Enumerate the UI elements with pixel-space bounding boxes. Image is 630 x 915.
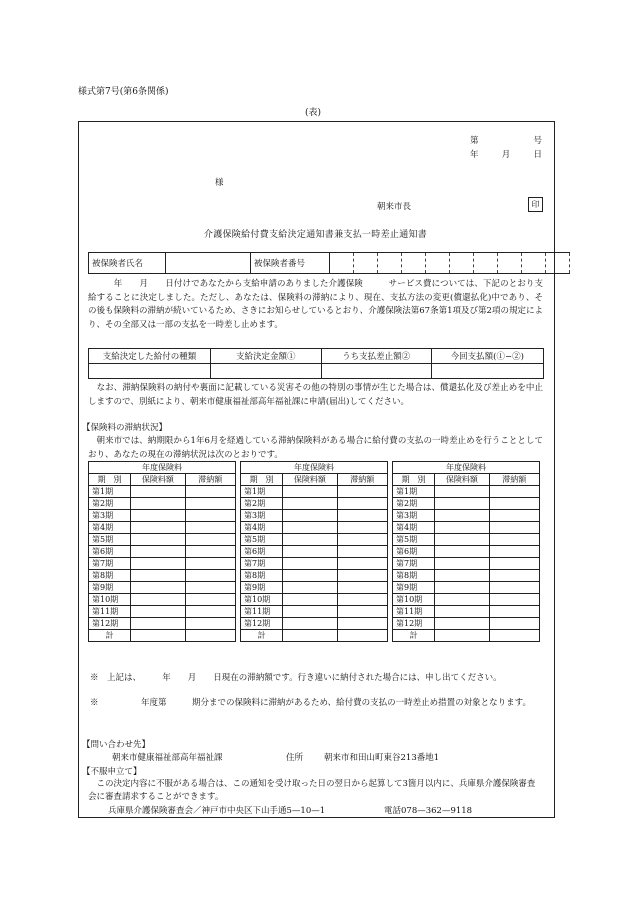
- grid-col-arrears: 滞納額: [185, 474, 235, 486]
- grid-period-label: 第9期: [393, 582, 435, 594]
- grid-arrears-cell[interactable]: [185, 498, 235, 510]
- table-row: [241, 630, 388, 642]
- grid-period-label: 第3期: [393, 510, 435, 522]
- table-row: [89, 558, 236, 570]
- grid-premium-cell[interactable]: [435, 522, 489, 534]
- grid-period-label: 第10期: [241, 594, 283, 606]
- month-label: 月: [501, 150, 511, 160]
- insured-number-digit[interactable]: [354, 253, 378, 274]
- grid-premium-cell[interactable]: [131, 630, 185, 642]
- insured-number-digit[interactable]: [450, 253, 474, 274]
- grid-period-label: 第10期: [89, 594, 131, 606]
- grid-arrears-cell[interactable]: [337, 618, 387, 630]
- grid-year-header: 年度保険料: [241, 462, 388, 474]
- grid-period-label: 第11期: [241, 606, 283, 618]
- grid-year-header: 年度保険料: [393, 462, 540, 474]
- grid-premium-cell[interactable]: [435, 630, 489, 642]
- table-row: [241, 546, 388, 558]
- note-current-arrears: ※ 上記は、 年 月 日現在の滞納額です。行き違いに納付された場合には、申し出てください。: [90, 673, 502, 683]
- table-row: [393, 534, 540, 546]
- grid-col-period: 期 別: [241, 474, 283, 486]
- amount-cell[interactable]: [321, 364, 431, 379]
- grid-period-label: 第7期: [393, 558, 435, 570]
- amount-table: [88, 348, 544, 379]
- table-row: [89, 582, 236, 594]
- table-row: [89, 630, 236, 642]
- insured-number-digit[interactable]: [522, 253, 546, 274]
- insured-number-digit[interactable]: [378, 253, 402, 274]
- grid-period-label: 第7期: [89, 558, 131, 570]
- grid-period-label: 第11期: [393, 606, 435, 618]
- grid-arrears-cell[interactable]: [489, 546, 539, 558]
- grid-arrears-cell[interactable]: [185, 486, 235, 498]
- addressee-sama: 様: [215, 178, 224, 188]
- grid-arrears-cell[interactable]: [489, 510, 539, 522]
- table-row: [241, 558, 388, 570]
- arrears-grid-2: [240, 461, 388, 642]
- grid-period-label: 第12期: [241, 618, 283, 630]
- table-row: [89, 534, 236, 546]
- grid-col-premium: 保険料額: [131, 474, 185, 486]
- grid-arrears-cell[interactable]: [185, 570, 235, 582]
- grid-col-period: 期 別: [393, 474, 435, 486]
- insured-number-digit[interactable]: [474, 253, 498, 274]
- grid-premium-cell[interactable]: [435, 606, 489, 618]
- grid-total-label: 計: [89, 630, 131, 642]
- arrears-heading: 【保険料の滞納状況】: [82, 423, 168, 433]
- grid-arrears-cell[interactable]: [185, 510, 235, 522]
- contact-office: 朝来市健康福祉部高年福祉課: [112, 753, 223, 763]
- table-row: [393, 498, 540, 510]
- table-row: [393, 594, 540, 606]
- grid-premium-cell[interactable]: [131, 606, 185, 618]
- table-row: [393, 606, 540, 618]
- table-row: [89, 522, 236, 534]
- grid-period-label: 第5期: [89, 534, 131, 546]
- grid-period-label: 第6期: [393, 546, 435, 558]
- grid-arrears-cell[interactable]: [337, 522, 387, 534]
- amount-cell[interactable]: [431, 364, 543, 379]
- grid-premium-cell[interactable]: [131, 534, 185, 546]
- table-row: [393, 558, 540, 570]
- cancellation-paragraph: なお、滞納保険料の納付や裏面に記載している災害その他の特別の事情が生じた場合は、償還払化及び差止めを中止しますので、別紙により、朝来市健康福祉部高年福祉課に申請(届出)してください。: [88, 383, 543, 407]
- insured-table: [88, 252, 570, 274]
- grid-period-label: 第4期: [241, 522, 283, 534]
- grid-arrears-cell[interactable]: [489, 618, 539, 630]
- grid-period-label: 第6期: [89, 546, 131, 558]
- grid-period-label: 第9期: [89, 582, 131, 594]
- grid-period-label: 第9期: [241, 582, 283, 594]
- year-label: 年: [470, 150, 479, 160]
- grid-arrears-cell[interactable]: [337, 510, 387, 522]
- insured-number-digit[interactable]: [330, 253, 354, 274]
- grid-premium-cell[interactable]: [435, 534, 489, 546]
- grid-arrears-cell[interactable]: [337, 486, 387, 498]
- grid-premium-cell[interactable]: [435, 594, 489, 606]
- front-label: (表): [305, 108, 322, 118]
- grid-period-label: 第2期: [89, 498, 131, 510]
- amount-header-withheld: うち支払差止額②: [321, 349, 431, 364]
- table-row: [393, 570, 540, 582]
- grid-arrears-cell[interactable]: [337, 558, 387, 570]
- grid-premium-cell[interactable]: [283, 534, 337, 546]
- arrears-grid-1: [88, 461, 236, 642]
- go-label: 号: [533, 136, 542, 146]
- grid-arrears-cell[interactable]: [185, 630, 235, 642]
- grid-period-label: 第2期: [393, 498, 435, 510]
- insured-name-label: 被保険者氏名: [89, 253, 166, 274]
- grid-premium-cell[interactable]: [131, 570, 185, 582]
- table-row: [393, 510, 540, 522]
- grid-arrears-cell[interactable]: [489, 606, 539, 618]
- grid-arrears-cell[interactable]: [337, 594, 387, 606]
- grid-total-label: 計: [241, 630, 283, 642]
- grid-arrears-cell[interactable]: [489, 534, 539, 546]
- grid-period-label: 第4期: [89, 522, 131, 534]
- grid-premium-cell[interactable]: [283, 618, 337, 630]
- grid-premium-cell[interactable]: [283, 486, 337, 498]
- table-row: [241, 486, 388, 498]
- contact-address-label: 住所: [286, 753, 304, 763]
- grid-arrears-cell[interactable]: [489, 498, 539, 510]
- grid-arrears-cell[interactable]: [489, 594, 539, 606]
- grid-period-label: 第10期: [393, 594, 435, 606]
- grid-premium-cell[interactable]: [283, 606, 337, 618]
- grid-arrears-cell[interactable]: [337, 630, 387, 642]
- arrears-grid-body: [89, 462, 236, 642]
- grid-period-label: 第6期: [241, 546, 283, 558]
- grid-period-label: 第1期: [89, 486, 131, 498]
- grid-premium-cell[interactable]: [435, 486, 489, 498]
- grid-arrears-cell[interactable]: [185, 558, 235, 570]
- grid-arrears-cell[interactable]: [337, 534, 387, 546]
- grid-premium-cell[interactable]: [283, 522, 337, 534]
- table-row: [393, 546, 540, 558]
- grid-arrears-cell[interactable]: [489, 522, 539, 534]
- grid-col-premium: 保険料額: [435, 474, 489, 486]
- note-withholding: ※ 年度第 期分までの保険料に滞納があるため、給付費の支払の一時差止め措置の対象となります。: [90, 698, 531, 708]
- table-row: [89, 546, 236, 558]
- grid-period-label: 第8期: [241, 570, 283, 582]
- amount-header-payment: 今回支払額(①−②): [431, 349, 543, 364]
- insured-number-digit[interactable]: [546, 253, 570, 274]
- day-label: 日: [533, 150, 542, 160]
- table-row: [89, 618, 236, 630]
- grid-col-period: 期 別: [89, 474, 131, 486]
- grid-period-label: 第4期: [393, 522, 435, 534]
- grid-period-label: 第3期: [241, 510, 283, 522]
- grid-period-label: 第8期: [89, 570, 131, 582]
- contact-address: 朝来市和田山町東谷213番地1: [324, 753, 440, 763]
- grid-col-premium: 保険料額: [283, 474, 337, 486]
- table-row: [393, 486, 540, 498]
- grid-premium-cell[interactable]: [131, 558, 185, 570]
- insured-number-digit[interactable]: [402, 253, 426, 274]
- grid-year-header: 年度保険料: [89, 462, 236, 474]
- seal-mark: 印: [528, 197, 543, 212]
- table-row: [393, 582, 540, 594]
- grid-arrears-cell[interactable]: [185, 534, 235, 546]
- grid-arrears-cell[interactable]: [489, 570, 539, 582]
- decision-paragraph: 年 月 日付けであなたから支給申請のありました介護保険 サービス費については、下記のとおり支給することに決定しました。ただし、あなたは、保険料の滞納により、現在、支払方法の変更(償還払化)中であり、その後も保険料の滞納が続いているため、さきにお知らせしているとおり、介護保険法第67条第1項及び第2項の規定により、その全部又は一部の支払を一時差し止めます。: [88, 279, 543, 330]
- grid-col-arrears: 滞納額: [337, 474, 387, 486]
- grid-premium-cell[interactable]: [131, 522, 185, 534]
- grid-arrears-cell[interactable]: [489, 486, 539, 498]
- grid-premium-cell[interactable]: [283, 594, 337, 606]
- table-row: [241, 570, 388, 582]
- grid-premium-cell[interactable]: [283, 498, 337, 510]
- grid-arrears-cell[interactable]: [185, 582, 235, 594]
- grid-period-label: 第3期: [89, 510, 131, 522]
- table-row: [241, 510, 388, 522]
- arrears-grid-3: [392, 461, 540, 642]
- table-row: [241, 582, 388, 594]
- grid-arrears-cell[interactable]: [185, 546, 235, 558]
- table-row: [241, 606, 388, 618]
- table-row: [241, 522, 388, 534]
- grid-arrears-cell[interactable]: [337, 582, 387, 594]
- grid-premium-cell[interactable]: [435, 498, 489, 510]
- table-row: [241, 534, 388, 546]
- grid-arrears-cell[interactable]: [489, 582, 539, 594]
- grid-period-label: 第8期: [393, 570, 435, 582]
- table-row: [241, 498, 388, 510]
- arrears-grid-body: [241, 462, 388, 642]
- grid-premium-cell[interactable]: [435, 510, 489, 522]
- grid-arrears-cell[interactable]: [489, 558, 539, 570]
- grid-premium-cell[interactable]: [283, 546, 337, 558]
- grid-period-label: 第12期: [393, 618, 435, 630]
- grid-period-label: 第1期: [393, 486, 435, 498]
- grid-premium-cell[interactable]: [435, 546, 489, 558]
- grid-premium-cell[interactable]: [435, 582, 489, 594]
- table-row: [89, 606, 236, 618]
- amount-header-decided: 支給決定金額①: [210, 349, 321, 364]
- grid-premium-cell[interactable]: [283, 630, 337, 642]
- grid-period-label: 第1期: [241, 486, 283, 498]
- insured-number-digit[interactable]: [426, 253, 450, 274]
- grid-premium-cell[interactable]: [131, 594, 185, 606]
- table-row: [89, 510, 236, 522]
- grid-premium-cell[interactable]: [131, 582, 185, 594]
- grid-premium-cell[interactable]: [435, 618, 489, 630]
- grid-premium-cell[interactable]: [435, 570, 489, 582]
- grid-premium-cell[interactable]: [283, 582, 337, 594]
- insured-number-label: 被保険者番号: [251, 253, 330, 274]
- table-row: [393, 522, 540, 534]
- grid-period-label: 第2期: [241, 498, 283, 510]
- issuer-mayor: 朝来市長: [377, 202, 412, 212]
- grid-arrears-cell[interactable]: [185, 618, 235, 630]
- grid-premium-cell[interactable]: [131, 546, 185, 558]
- table-row: [393, 630, 540, 642]
- grid-premium-cell[interactable]: [131, 498, 185, 510]
- grid-premium-cell[interactable]: [435, 558, 489, 570]
- grid-period-label: 第7期: [241, 558, 283, 570]
- grid-arrears-cell[interactable]: [489, 630, 539, 642]
- grid-premium-cell[interactable]: [131, 618, 185, 630]
- grid-arrears-cell[interactable]: [337, 606, 387, 618]
- arrears-grid-body: [393, 462, 540, 642]
- grid-arrears-cell[interactable]: [337, 570, 387, 582]
- document-title: 介護保険給付費支給決定通知書兼支払一時差止通知書: [203, 230, 428, 240]
- grid-period-label: 第5期: [241, 534, 283, 546]
- grid-arrears-cell[interactable]: [185, 606, 235, 618]
- form-number: 様式第7号(第6条関係): [78, 87, 169, 97]
- appeal-board: 兵庫県介護保険審査会／神戸市中央区下山手通5—10—1: [108, 806, 326, 816]
- table-row: [89, 570, 236, 582]
- grid-premium-cell[interactable]: [283, 510, 337, 522]
- grid-arrears-cell[interactable]: [337, 498, 387, 510]
- table-row: [241, 594, 388, 606]
- grid-period-label: 第11期: [89, 606, 131, 618]
- grid-premium-cell[interactable]: [283, 558, 337, 570]
- grid-premium-cell[interactable]: [131, 510, 185, 522]
- grid-arrears-cell[interactable]: [337, 546, 387, 558]
- document-number-line: [470, 134, 542, 146]
- grid-col-arrears: 滞納額: [489, 474, 539, 486]
- amount-header-type: 支給決定した給付の種類: [89, 349, 211, 364]
- insured-name-field[interactable]: [166, 253, 251, 274]
- amount-cell[interactable]: [89, 364, 211, 379]
- grid-total-label: 計: [393, 630, 435, 642]
- grid-period-label: 第12期: [89, 618, 131, 630]
- table-row: [89, 594, 236, 606]
- table-row: [89, 486, 236, 498]
- appeal-phone: 電話078—362—9118: [384, 806, 473, 816]
- grid-period-label: 第5期: [393, 534, 435, 546]
- date-line: [470, 148, 542, 160]
- table-row: [89, 498, 236, 510]
- grid-arrears-cell[interactable]: [185, 522, 235, 534]
- contact-heading: 【問い合わせ先】: [82, 740, 151, 750]
- grid-arrears-cell[interactable]: [185, 594, 235, 606]
- appeal-text: この決定内容に不服がある場合は、この通知を受け取った日の翌日から起算して3箇月以内に、兵庫県介護保険審査会に審査請求することができます。: [88, 779, 536, 802]
- table-row: [393, 618, 540, 630]
- grid-premium-cell[interactable]: [131, 486, 185, 498]
- appeal-heading: 【不服申立て】: [82, 767, 142, 777]
- grid-premium-cell[interactable]: [283, 570, 337, 582]
- arrears-paragraph: 朝来市では、納期限から1年6月を経過している滞納保険料がある場合に給付費の支払の一時差止めを行うこととしており、あなたの現在の滞納状況は次のとおりです。: [88, 436, 543, 460]
- table-row: [241, 618, 388, 630]
- insured-number-digit[interactable]: [498, 253, 522, 274]
- amount-cell[interactable]: [210, 364, 321, 379]
- dai-label: 第: [470, 136, 479, 146]
